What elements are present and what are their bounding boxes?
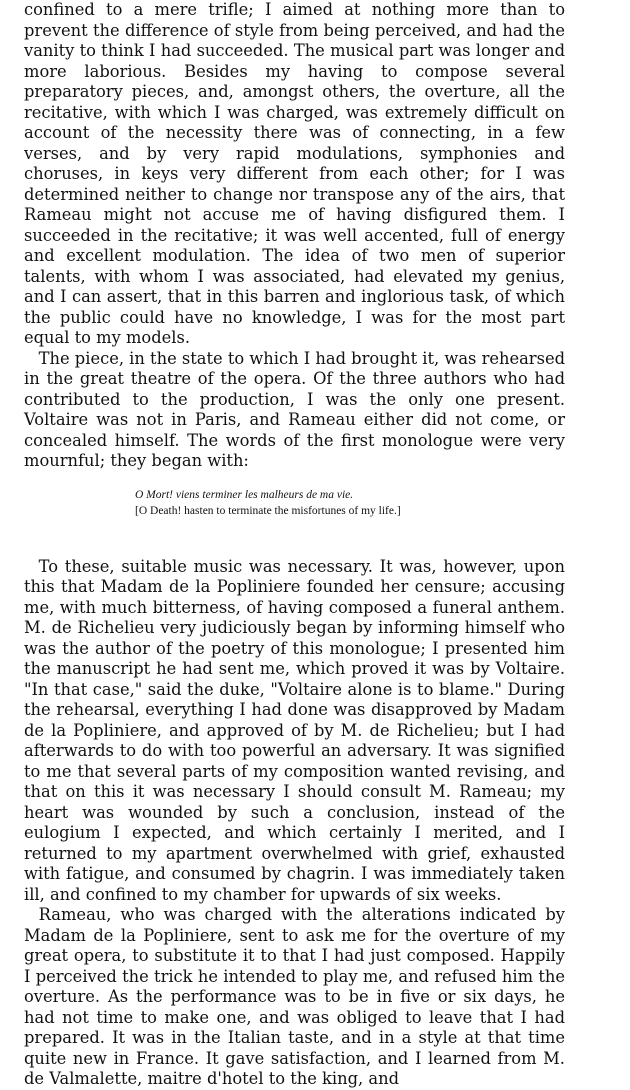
- paragraph-continued: confined to a mere trifle; I aimed at nothing more than to prevent the difference of style from being perceived, and had the vanity to think I had succeeded. The musical part was longer and more laborious. Besides my having to compose several preparatory pieces, and, amongst others, the overture, all the recitative, with which I was charged, was extremely difficult on account of the necessity there was of connecting, in a few verses, and by very rapid modulations, symphonies and choruses, in keys very different from each other; for I was determined neither to change nor transpose any of the airs, that Rameau might not accuse me of having disfigured them. I succeeded in the recitative; it was well accented, full of energy and excellent modulation. The idea of two men of superior talents, with whom I was associated, had elevated my genius, and I can assert, that in this barren and inglorious task, of which the public could have no knowledge, I was for the most part equal to my models.: [24, 0, 565, 347]
- paragraph-overture: Rameau, who was charged with the alterations indicated by Madam de la Popliniere, sent to ask me for the overture of my great opera, to substitute it to that I had just composed. Happily I perceived the trick he intended to play me, and refused him the overture. As the performance was to be in five or six days, he had not time to make one, and was obliged to leave that I had prepared. It was in the Italian taste, and in a style at that time quite new in France. It gave satisfaction, and I learned from M. de Valmalette, maitre d'hotel to the king, and: [24, 905, 565, 1088]
- paragraph-censure: To these, suitable music was necessary. It was, however, upon this that Madam de la Popliniere founded her censure; accusing me, with much bitterness, of having composed a funeral anthem. M. de Richelieu very judiciously began by informing himself who was the author of the poetry of this monologue; I presented him the manuscript he had sent me, which proved it was by Voltaire. "In that case," said the duke, "Voltaire alone is to blame." During the rehearsal, everything I had done was disapproved by Madam de la Popliniere, and approved of by M. de Richelieu; but I had afterwards to do with too powerful an adversary. It was signified to me that several parts of my composition wanted revising, and that on this it was necessary I should consult M. Rameau; my heart was wounded by such a conclusion, instead of the eulogium I expected, and which certainly I merited, and I returned to my apartment overwhelmed with grief, exhausted with fatigue, and consumed by chagrin. I was immediately taken ill, and confined to my chamber for upwards of six weeks.: [24, 556, 565, 904]
- quote-english: [O Death! hasten to terminate the misfortunes of my life.]: [135, 504, 401, 517]
- verse-quote: [135, 487, 565, 519]
- document-page: [24, 0, 565, 1090]
- paragraph-rehearsal: The piece, in the state to which I had brought it, was rehearsed in the great theatre of the opera. Of the three authors who had contributed to the production, I was the only one present. Voltaire was not in Paris, and Rameau either did not come, or concealed himself. The words of the first monologue were very mournful; they began with:: [24, 348, 566, 470]
- quote-french: O Mort! viens terminer les malheurs de ma vie.: [135, 488, 354, 501]
- quote-spacer: [24, 519, 565, 557]
